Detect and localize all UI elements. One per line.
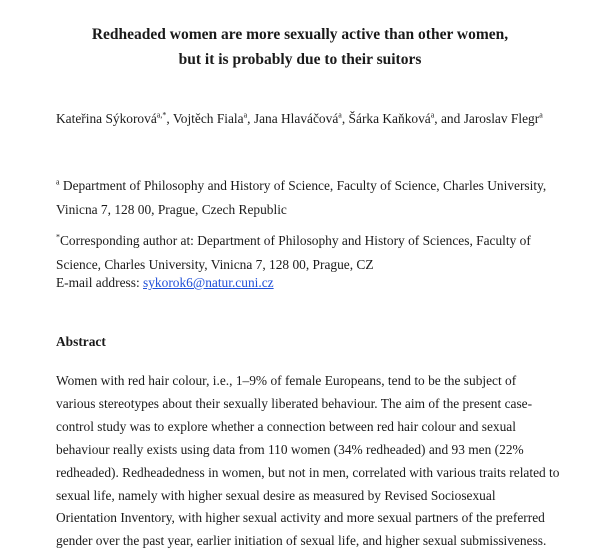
abstract-line: Women with red hair colour, i.e., 1–9% of female Europeans, tend to be the subject of bbox=[56, 373, 517, 388]
affiliation bbox=[56, 174, 576, 222]
author-name: Jaroslav Flegr bbox=[463, 111, 540, 126]
paper-title-line-2: but it is probably due to their suitors bbox=[178, 51, 422, 68]
corresponding-author bbox=[56, 229, 576, 277]
author-list bbox=[56, 109, 576, 129]
abstract-line: various stereotypes about their sexually liberated behaviour. The aim of the present case- bbox=[56, 395, 533, 411]
author-name: Vojtěch Fiala bbox=[172, 111, 244, 126]
abstract-line: gender over the past year, earlier initiation of sexual life, and higher sexual submissiveness. bbox=[56, 533, 547, 549]
affiliation-line-2: Vinicna 7, 128 00, Prague, Czech Republic bbox=[56, 202, 287, 217]
author-affiliation-mark: a bbox=[243, 110, 248, 120]
email-line bbox=[56, 271, 576, 295]
abstract-line: redheaded). Redheadedness in women, but not in men, correlated with various traits related to bbox=[56, 464, 560, 480]
abstract-body bbox=[56, 370, 592, 553]
author-affiliation-mark: a bbox=[539, 110, 543, 120]
author-name: Kateřina Sýkorová bbox=[56, 111, 157, 126]
author-separator: , bbox=[341, 111, 349, 126]
author-name: Jana Hlaváčová bbox=[253, 111, 339, 126]
author-separator: , bbox=[166, 111, 173, 126]
abstract-line: Orientation Inventory, with higher sexual activity and more sexual partners of the preferred bbox=[56, 510, 545, 526]
abstract-heading: Abstract bbox=[56, 334, 106, 349]
author-affiliation-mark: a,* bbox=[156, 110, 167, 120]
paper-title-line-1: Redheaded women are more sexually active than other women, bbox=[91, 26, 509, 43]
corresponding-mark: * bbox=[56, 232, 60, 242]
abstract-line: control study was to explore whether a connection between red hair colour and sexual bbox=[56, 418, 516, 434]
author-affiliation-mark: a bbox=[338, 110, 342, 120]
email-link[interactable]: sykorok6@natur.cuni.cz bbox=[143, 275, 274, 290]
author-name: Šárka Kaňková bbox=[348, 111, 431, 126]
author-separator: , and bbox=[434, 111, 464, 126]
email-label: E-mail address: bbox=[56, 275, 144, 290]
affiliation-mark: a bbox=[56, 177, 60, 187]
abstract-line: sexual life, namely with higher sexual desire as measured by Revised Sociosexual bbox=[56, 487, 496, 503]
corresponding-line-1: Corresponding author at: Department of Philosophy and History of Sciences, Faculty of bbox=[60, 233, 531, 248]
author-separator: , bbox=[247, 111, 254, 126]
author-affiliation-mark: a bbox=[430, 110, 435, 120]
corresponding-line-2: Science, Charles University, Vinicna 7, 128 00, Prague, CZ bbox=[56, 257, 374, 272]
abstract-line: behaviour really exists using data from 110 women (34% redheaded) and 93 men (22% bbox=[56, 441, 524, 457]
affiliation-line-1: Department of Philosophy and History of Science, Faculty of Science, Charles University, bbox=[59, 178, 547, 193]
